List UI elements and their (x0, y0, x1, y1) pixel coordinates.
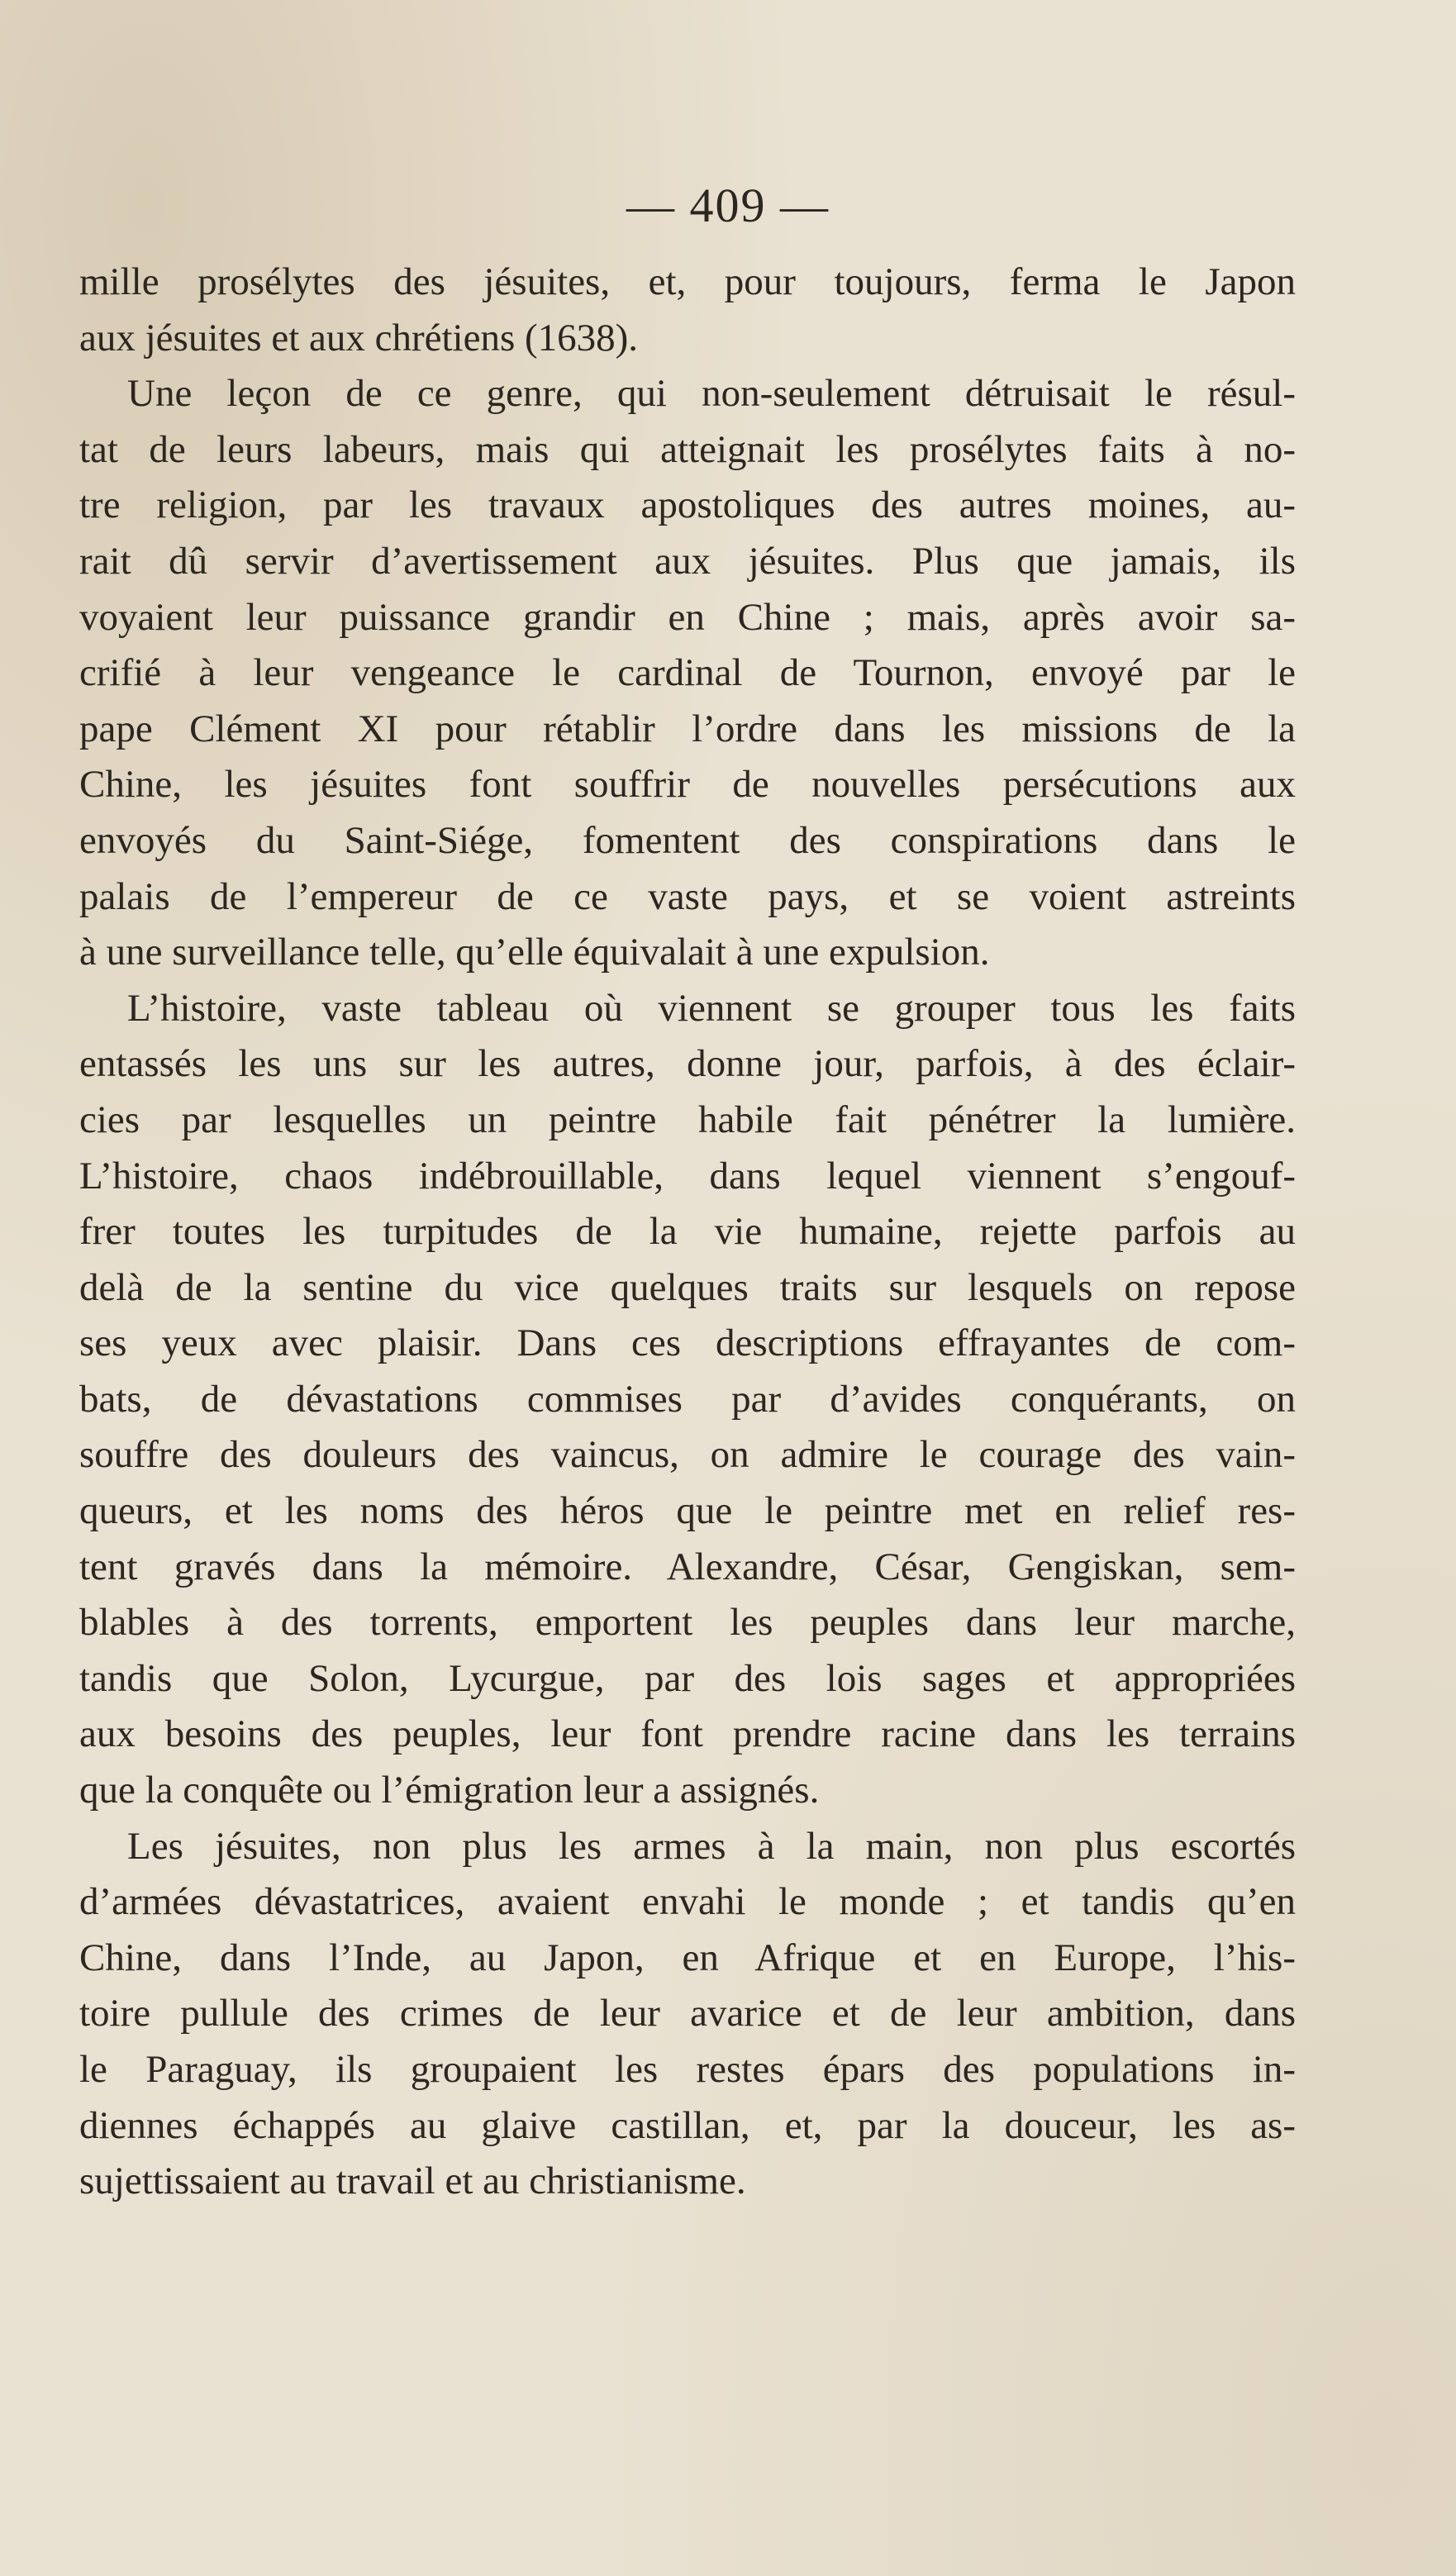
text-line: rait dû servir d’avertissement aux jésuites. Plus que jamais, ils (79, 539, 1296, 583)
text-line: sujettissaient au travail et au christianisme. (79, 2159, 746, 2203)
text-line: toire pullule des crimes de leur avarice et de leur ambition, dans (79, 1992, 1296, 2036)
text-line: blables à des torrents, emportent les peuples dans leur marche, (79, 1601, 1296, 1645)
text-line: d’armées dévastatrices, avaient envahi le monde ; et tandis qu’en (79, 1880, 1296, 1924)
text-line: bats, de dévastations commises par d’avides conquérants, on (79, 1377, 1296, 1421)
text-line: le Paraguay, ils groupaient les restes épars des populations in- (79, 2048, 1296, 2091)
text-line: tre religion, par les travaux apostoliques des autres moines, au- (79, 483, 1296, 527)
text-line: que la conquête ou l’émigration leur a assignés. (79, 1769, 820, 1812)
text-line: aux besoins des peuples, leur font prendre racine dans les terrains (79, 1712, 1296, 1756)
text-line: cies par lesquelles un peintre habile fait pénétrer la lumière. (79, 1098, 1296, 1141)
text-line: L’histoire, vaste tableau où viennent se grouper tous les faits (127, 986, 1296, 1030)
text-line: pape Clément XI pour rétablir l’ordre dans les missions de la (79, 707, 1296, 750)
text-line: Une leçon de ce genre, qui non-seulement détruisait le résul- (127, 372, 1296, 416)
text-line: tandis que Solon, Lycurgue, par des lois sages et appropriées (79, 1656, 1296, 1700)
text-line: crifié à leur vengeance le cardinal de Tournon, envoyé par le (79, 651, 1296, 695)
text-line: diennes échappés au glaive castillan, et, par la douceur, les as- (79, 2103, 1296, 2147)
text-line: souffre des douleurs des vaincus, on admire le courage des vain- (79, 1433, 1296, 1477)
text-line: queurs, et les noms des héros que le peintre met en relief res- (79, 1489, 1296, 1533)
text-line: Chine, dans l’Inde, au Japon, en Afrique et en Europe, l’his- (79, 1936, 1296, 1979)
text-line: voyaient leur puissance grandir en Chine ; mais, après avoir sa- (79, 595, 1296, 639)
text-line: frer toutes les turpitudes de la vie humaine, rejette parfois au (79, 1210, 1296, 1254)
text-line: entassés les uns sur les autres, donne jour, parfois, à des éclair- (79, 1042, 1296, 1086)
text-line: envoyés du Saint-Siége, fomentent des conspirations dans le (79, 818, 1296, 862)
text-line: ses yeux avec plaisir. Dans ces descriptions effrayantes de com- (79, 1321, 1296, 1365)
text-line: L’histoire, chaos indébrouillable, dans lequel viennent s’engouf- (79, 1154, 1296, 1198)
body-text (79, 255, 1296, 2210)
text-line: Chine, les jésuites font souffrir de nouvelles persécutions aux (79, 763, 1296, 807)
text-line: palais de l’empereur de ce vaste pays, et se voient astreints (79, 874, 1296, 918)
text-line: tat de leurs labeurs, mais qui atteignait les prosélytes faits à no- (79, 427, 1296, 471)
text-line: aux jésuites et aux chrétiens (1638). (79, 316, 639, 359)
text-line: à une surveillance telle, qu’elle équivalait à une expulsion. (79, 931, 990, 974)
text-line: delà de la sentine du vice quelques traits sur lesquels on repose (79, 1265, 1296, 1309)
text-line: mille prosélytes des jésuites, et, pour toujours, ferma le Japon (79, 260, 1296, 303)
page-number: — 409 — (626, 179, 830, 232)
text-line: tent gravés dans la mémoire. Alexandre, César, Gengiskan, sem- (79, 1545, 1296, 1588)
text-line: Les jésuites, non plus les armes à la main, non plus escortés (127, 1824, 1296, 1868)
